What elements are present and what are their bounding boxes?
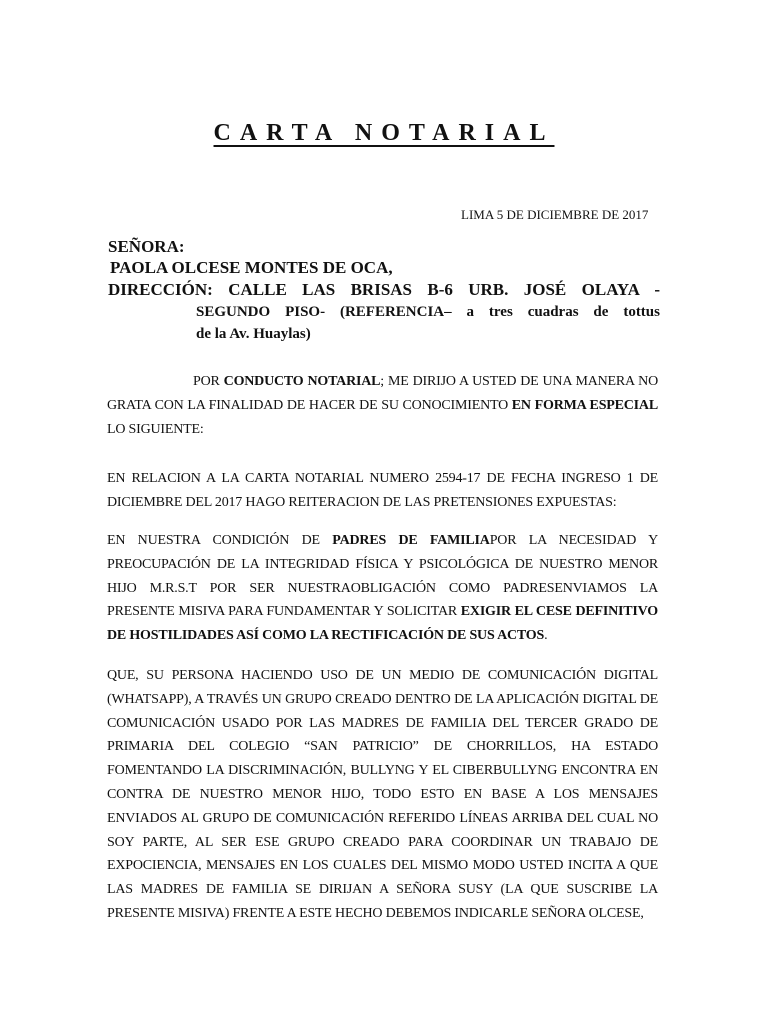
recipient-address-line1: DIRECCIÓN: CALLE LAS BRISAS B-6 URB. JOSÉ OLAYA -: [108, 280, 660, 299]
document-title: CARTA NOTARIAL: [213, 120, 555, 146]
paragraph-intro: [107, 370, 658, 441]
condition-bold-exigir: EXIGIR EL CESE DEFINITIVO DE HOSTILIDADES ASÍ COMO LA RECTIFICACIÓN DE SUS ACTOS: [107, 604, 658, 644]
condition-text-a: EN NUESTRA CONDICIÓN DE: [107, 533, 333, 548]
intro-text-e: LO SIGUIENTE:: [107, 421, 204, 437]
paragraph-condition: [107, 529, 658, 648]
intro-text-a: POR: [193, 374, 224, 389]
recipient-name: PAOLA OLCESE MONTES DE OCA,: [110, 258, 393, 277]
condition-bold-padres: PADRES DE FAMILIA: [332, 533, 490, 548]
recipient-address-line2: SEGUNDO PISO- (REFERENCIA– a tres cuadras de tottus: [196, 304, 660, 320]
paragraph-facts: QUE, SU PERSONA HACIENDO USO DE UN MEDIO DE COMUNICACIÓN DIGITAL (WHATSAPP), A TRAVÉS UN GRUPO CREADO DENTRO DE LA APLICACIÓN DIGITAL DE COMUNICACIÓN USADO POR LAS MADRES DE FAMILIA DEL TERCER GRADO DE PRIMARIA DEL COLEGIO “SAN PATRICIO” DE CHORRILLOS, HA ESTADO FOMENTANDO LA DISCRIMINACIÓN, BULLYNG Y EL CIBERBULLYNG ENCONTRA EN CONTRA DE NUESTRO MENOR HIJO, TODO ESTO EN BASE A LOS MENSAJES ENVIADOS AL GRUPO DE COMUNICACIÓN REFERIDO LÍNEAS ARRIBA DEL CUAL NO SOY PARTE, AL SER ESE GRUPO CREADO PARA COORDINAR UN TRABAJO DE EXPOCIENCIA, MENSAJES EN LOS CUALES DEL MISMO MODO USTED INCITA A QUE LAS MADRES DE FAMILIA SE DIRIJAN A SEÑORA SUSY (LA QUE SUSCRIBE LA PRESENTE MISIVA) FRENTE A ESTE HECHO DEBEMOS INDICARLE SEÑORA OLCESE,: [107, 668, 658, 921]
intro-text-c: ; ME DIRIJO A USTED DE UNA MANERA NO GRATA CON LA FINALIDAD DE HACER DE SU CONOCIMIENTO: [107, 374, 658, 413]
paragraph-reference: EN RELACION A LA CARTA NOTARIAL NUMERO 2594-17 DE FECHA INGRESO 1 DE DICIEMBRE DEL 2017 HAGO REITERACION DE LAS PRETENSIONES EXPUESTAS:: [107, 471, 658, 510]
condition-text-e: .: [544, 628, 548, 644]
intro-bold-notarial: CONDUCTO NOTARIAL: [223, 374, 381, 389]
condition-text-c: POR LA NECESIDAD Y PREOCUPACIÓN DE LA INTEGRIDAD FÍSICA Y PSICOLÓGICA DE NUESTRO MENOR HIJO M.R.S.T POR SER NUESTRAOBLIGACIÓN COMO PADRESENVIAMOS LA PRESENTE MISIVA PARA FUNDAMENTAR Y SOLICITAR: [107, 533, 658, 620]
letter-date: LIMA 5 DE DICIEMBRE DE 2017: [461, 207, 649, 222]
recipient-salutation: SEÑORA:: [108, 237, 185, 256]
intro-bold-especial: EN FORMA ESPECIAL: [511, 397, 658, 413]
recipient-address-line3: de la Av. Huaylas): [196, 326, 311, 342]
